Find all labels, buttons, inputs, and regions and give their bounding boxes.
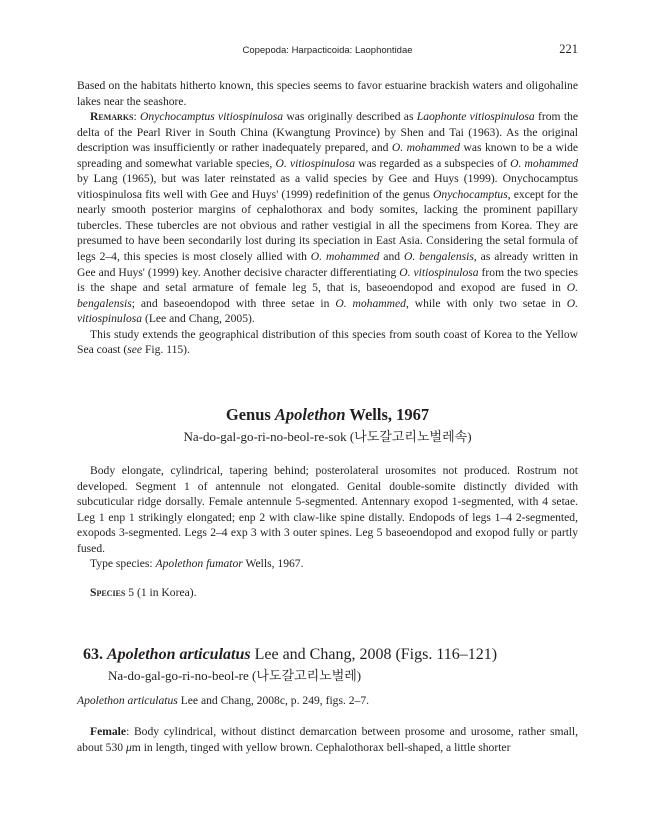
- female-description: Female: Body cylindrical, without distinct demarcation between prosome and urosome, rather small, about 530 μm in length, tinged with yellow brown. Cephalothorax bell-shaped, a little shorter: [77, 725, 578, 754]
- remarks-label: Remarks: [90, 110, 134, 124]
- running-head: [77, 42, 578, 58]
- genus-diagnosis: [77, 463, 578, 572]
- species-citation: Apolethon articulatus Lee and Chang, 2008c, p. 249, figs. 2–7.: [77, 694, 370, 707]
- species-count-label: Species: [90, 586, 126, 599]
- species-heading: 63. Apolethon articulatus Lee and Chang, 2008 (Figs. 116–121): [83, 646, 498, 663]
- distribution-paragraph: This study extends the geographical distribution of this species from south coast of Korea to the Yellow Sea coast (see Fig. 115).: [77, 327, 578, 357]
- species-count: [77, 585, 578, 601]
- genus-korean-name: Na-do-gal-go-ri-no-beol-re-sok (나도갈고리노벌레속): [183, 429, 472, 444]
- diagnosis-paragraph: Body elongate, cylindrical, tapering behind; posterolateral urosomites not produced. Rostrum not developed. Segment 1 of antennule not elongated. Genital double-somite distinctly divided with subcuticular ridge dorsally. Female antennule 5-segmented. Antennary exopod 1-segmented, with 4 setae. Leg 1 enp 1 strikingly elongated; enp 2 with claw-like spine distally. Endopods of legs 1–4 2-segmented, exopods 3-segmented. Legs 2–4 exp 3 with 3 outer spines. Leg 5 baseoendopod and exopod fully or partly fused.: [77, 464, 578, 555]
- female-label: Female: [90, 725, 127, 738]
- species-count-value: 5 (1 in Korea).: [125, 586, 197, 599]
- habitat-paragraph: Based on the habitats hitherto known, this species seems to favor estuarine brackish waters and oligohaline lakes near the seashore.: [77, 79, 578, 108]
- genus-heading: Genus Apolethon Wells, 1967: [225, 405, 430, 424]
- running-title: Copepoda: Harpacticoida: Laophontidae: [242, 45, 413, 56]
- page-number: 221: [559, 42, 578, 56]
- section-habitat-remarks: [77, 78, 578, 358]
- type-species: Type species: Apolethon fumator Wells, 1967.: [90, 557, 304, 571]
- remarks-paragraph: Remarks: Onychocamptus vitiospinulosa was originally described as Laophonte vitiospinulosa from the delta of the Pearl River in South China (Kwangtung Province) by Shen and Tai (1963). As the original description was insufficiently or rather inadequately prepared, and O. mohammed was known to be a wide spreading and somewhat variable species, O. vitiospinulosa was regarded as a subspecies of O. mohammed by Lang (1965), but was later reinstated as a valid species by Gee and Huys (1999). Onychocamptus vitiospinulosa fits well with Gee and Huys' (1999) redefinition of the genus Onychocamptus, except for the nearly smooth posterior margins of cephalothorax and body somites, lacking the prominent papillary tubercles. These tubercles are not obvious and rather vestigial in all the specimens from Korea. They are presumed to have been secondarily lost during its speciation in East Asia. Considering the setal formula of legs 2–4, this species is most closely allied with O. mohammed and O. bengalensis, as already written in Gee and Huys' (1999) key. Another decisive character differentiating O. vitiospinulosa from the two species is the shape and setal armature of female leg 5, that is, baseoendopod and exopod are fused in O. bengalensis; and baseoendopod with three setae in O. mohammed, while with only two setae in O. vitiospinulosa (Lee and Chang, 2005).: [77, 110, 579, 326]
- species-korean-name: Na-do-gal-go-ri-no-beol-re (나도갈고리노벌레): [108, 668, 362, 683]
